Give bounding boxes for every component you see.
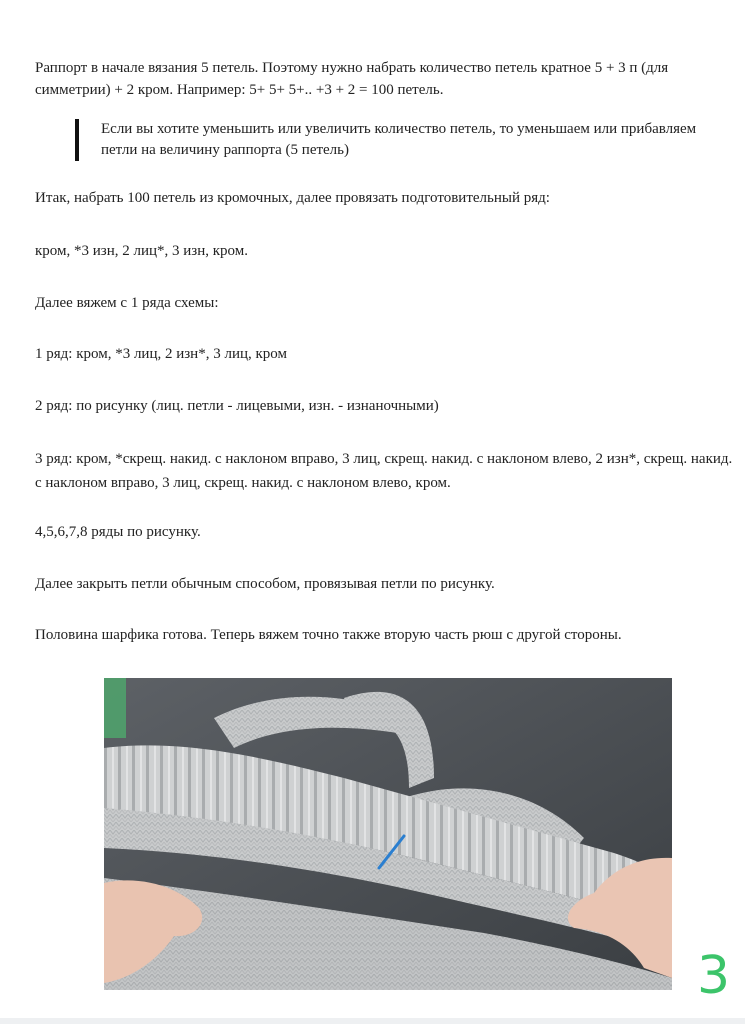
paragraph-cast-on: Итак, набрать 100 петель из кромочных, далее провязать подготовительный ряд: (35, 190, 550, 206)
paragraph-scheme-start: Далее вяжем с 1 ряда схемы: (35, 295, 219, 311)
quote-text: Если вы хотите уменьшить или увеличить количество петель, то уменьшаем или прибавляем петли на величину раппорта (5 петель) (101, 121, 697, 158)
page-number: 3 (697, 946, 731, 1006)
paragraph-row-2: 2 ряд: по рисунку (лиц. петли - лицевыми, изн. - изнаночными) (35, 398, 439, 414)
paragraph-rows-4-8: 4,5,6,7,8 ряды по рисунку. (35, 524, 201, 540)
knitted-scarf-illustration (104, 678, 672, 990)
quote-bar (75, 119, 79, 161)
paragraph-prep-row: кром, *3 изн, 2 лиц*, 3 изн, кром. (35, 243, 248, 259)
paragraph-half-done: Половина шарфика готова. Теперь вяжем точно также вторую часть рюш с другой стороны. (35, 627, 622, 643)
paragraph-row-3: 3 ряд: кром, *скрещ. накид. с наклоном вправо, 3 лиц, скрещ. накид. с наклоном влево, 2 изн*, скрещ. накид. с наклоном вправо, 3 лиц, скрещ. накид. с наклоном влево, кром. (35, 451, 733, 491)
knitting-photo (104, 678, 672, 990)
paragraph-row-1: 1 ряд: кром, *3 лиц, 2 изн*, 3 лиц, кром (35, 346, 287, 362)
paragraph-rapport: Раппорт в начале вязания 5 петель. Поэтому нужно набрать количество петель кратное 5 + 3 п (для симметрии) + 2 кром. Например: 5+ 5+ 5+.. +3 + 2 = 100 петель. (35, 60, 669, 98)
page-bottom-rule (0, 1018, 745, 1024)
paragraph-bind-off: Далее закрыть петли обычным способом, провязывая петли по рисунку. (35, 576, 495, 592)
